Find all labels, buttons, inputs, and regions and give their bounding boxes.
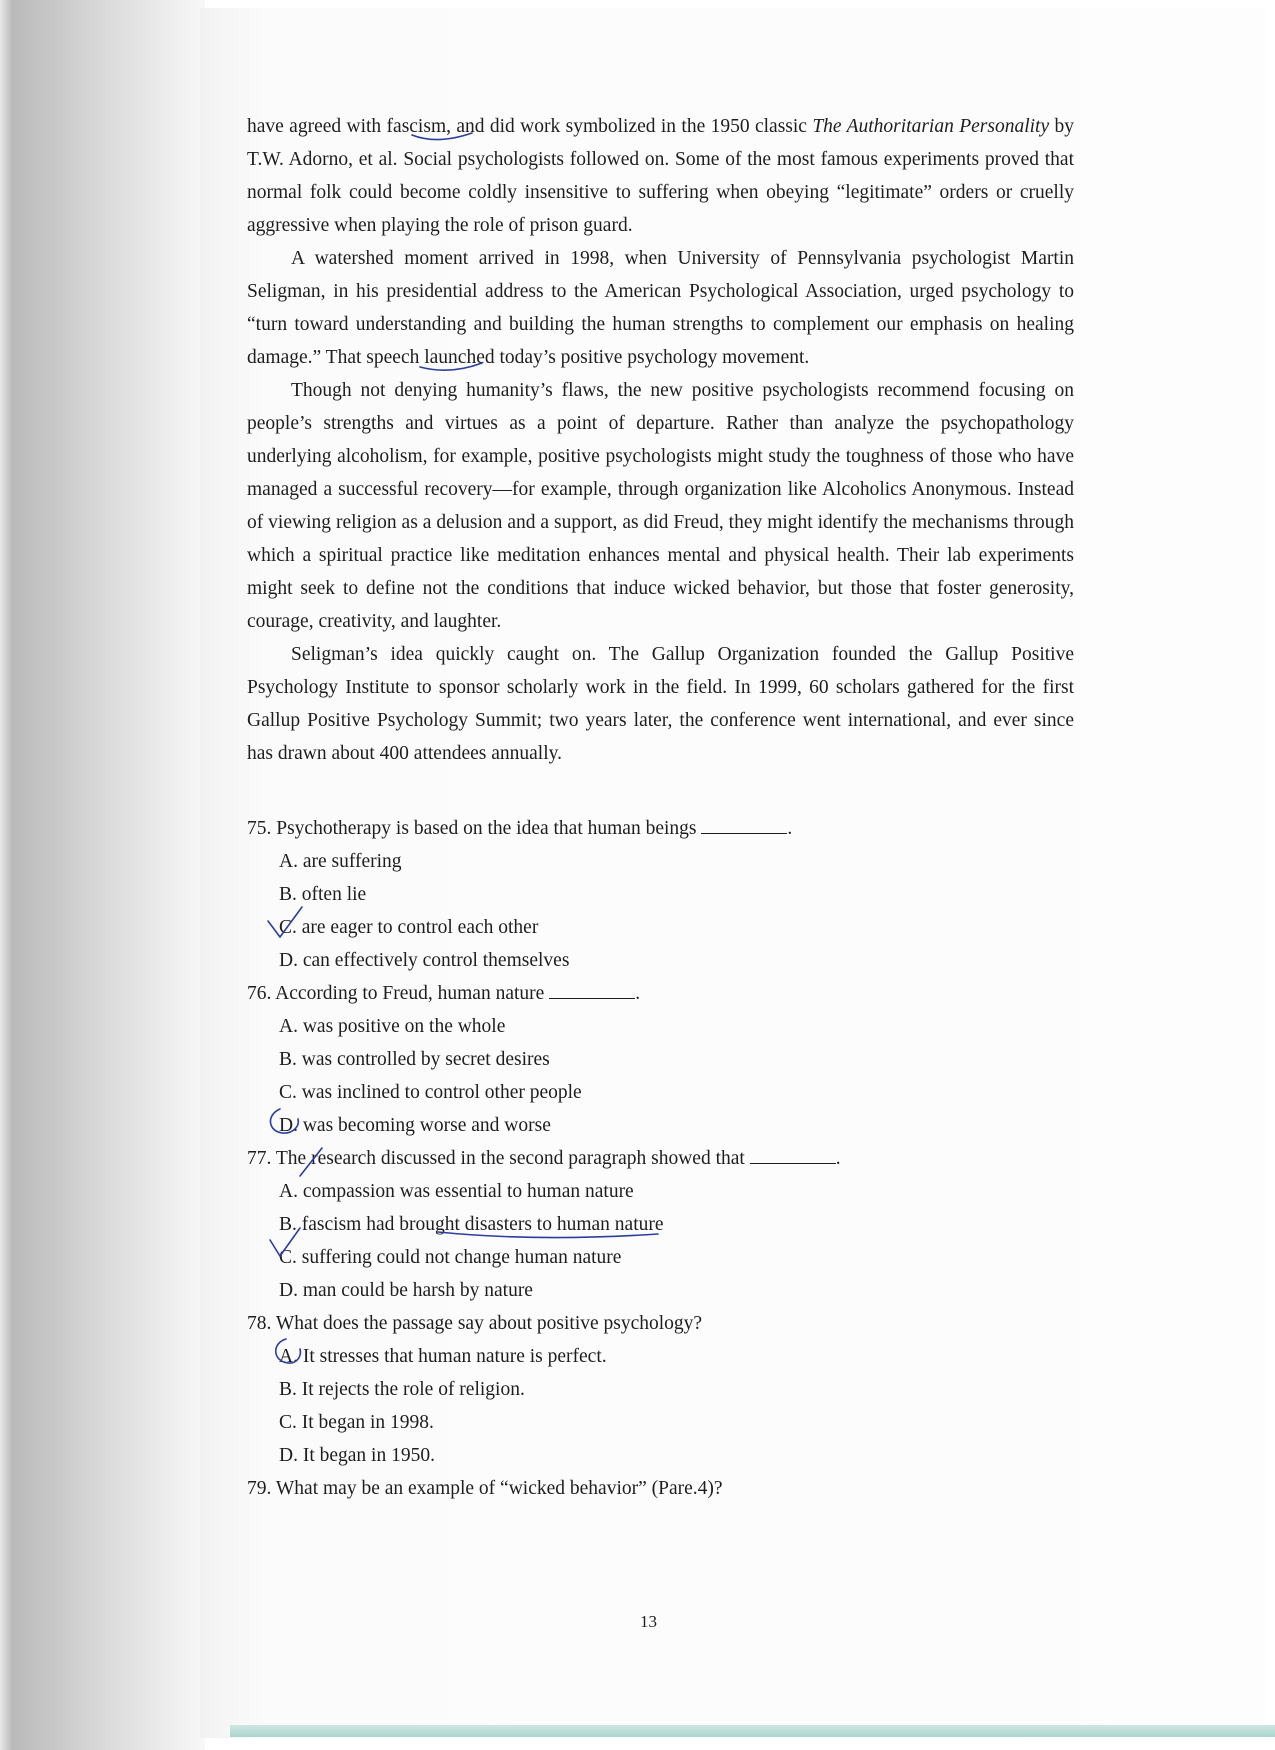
option-a: A. was positive on the whole bbox=[279, 1016, 506, 1037]
question-78 bbox=[247, 1307, 1074, 1472]
option-c: C. It began in 1998. bbox=[279, 1412, 434, 1433]
page-edge bbox=[230, 1725, 1275, 1737]
option-a: A. It stresses that human nature is perfect. bbox=[279, 1346, 607, 1367]
option-b: B. was controlled by secret desires bbox=[279, 1049, 550, 1070]
paragraph-1: have agreed with fascism, and did work symbolized in the 1950 classic The Authoritarian Personality by T.W. Adorno, et al. Social psychologists followed on. Some of the most famous experiments proved that normal folk could become coldly insensitive to suffering when obeying “legitimate” orders or cruelly aggressive when playing the role of prison guard. bbox=[247, 116, 1074, 236]
question-79 bbox=[247, 1472, 1074, 1505]
option-a: A. compassion was essential to human nature bbox=[279, 1181, 634, 1202]
question-76 bbox=[247, 977, 1074, 1142]
option-d: D. man could be harsh by nature bbox=[279, 1280, 533, 1301]
question-stem: 75. Psychotherapy is based on the idea that human beings . bbox=[247, 818, 793, 839]
answer-blank bbox=[750, 1147, 836, 1164]
option-a: A. are suffering bbox=[279, 851, 402, 872]
option-d: D. can effectively control themselves bbox=[279, 950, 570, 971]
option-d: D. It began in 1950. bbox=[279, 1445, 435, 1466]
paragraph-2: A watershed moment arrived in 1998, when University of Pennsylvania psychologist Martin Seligman, in his presidential address to the American Psychological Association, urged psychology to “turn toward understanding and building the human strengths to complement our emphasis on healing damage.” That speech launched today’s positive psychology movement. bbox=[247, 248, 1074, 368]
question-stem: 77. The research discussed in the second paragraph showed that . bbox=[247, 1148, 841, 1169]
option-c: C. was inclined to control other people bbox=[279, 1082, 582, 1103]
page-content bbox=[247, 110, 1074, 1505]
book-spine-shadow bbox=[0, 0, 205, 1750]
page-number: 13 bbox=[640, 1612, 657, 1631]
question-stem: 76. According to Freud, human nature . bbox=[247, 983, 641, 1004]
book-title: The Authoritarian Personality bbox=[812, 116, 1050, 137]
option-b: B. fascism had brought disasters to human nature bbox=[279, 1214, 664, 1235]
option-c: C. suffering could not change human nature bbox=[279, 1247, 622, 1268]
question-77 bbox=[247, 1142, 1074, 1307]
option-b: B. often lie bbox=[279, 884, 367, 905]
paragraph-4: Seligman’s idea quickly caught on. The Gallup Organization founded the Gallup Positive Psychology Institute to sponsor scholarly work in the field. In 1999, 60 scholars gathered for the first Gallup Positive Psychology Summit; two years later, the conference went international, and ever since has drawn about 400 attendees annually. bbox=[247, 644, 1074, 764]
question-stem: 79. What may be an example of “wicked behavior” (Pare.4)? bbox=[247, 1478, 723, 1499]
option-c: C. are eager to control each other bbox=[279, 917, 539, 938]
question-stem: 78. What does the passage say about positive psychology? bbox=[247, 1313, 703, 1334]
option-d: D. was becoming worse and worse bbox=[279, 1115, 551, 1136]
answer-blank bbox=[549, 982, 635, 999]
option-b: B. It rejects the role of religion. bbox=[279, 1379, 525, 1400]
question-list bbox=[247, 812, 1074, 1505]
answer-blank bbox=[701, 817, 787, 834]
paragraph-3: Though not denying humanity’s flaws, the new positive psychologists recommend focusing on people’s strengths and virtues as a point of departure. Rather than analyze the psychopathology underlying alcoholism, for example, positive psychologists might study the toughness of those who have managed a successful recovery—for example, through organization like Alcoholics Anonymous. Instead of viewing religion as a delusion and a support, as did Freud, they might identify the mechanisms through which a spiritual practice like meditation enhances mental and physical health. Their lab experiments might seek to define not the conditions that induce wicked behavior, but those that foster generosity, courage, creativity, and laughter. bbox=[247, 380, 1074, 632]
question-75 bbox=[247, 812, 1074, 977]
